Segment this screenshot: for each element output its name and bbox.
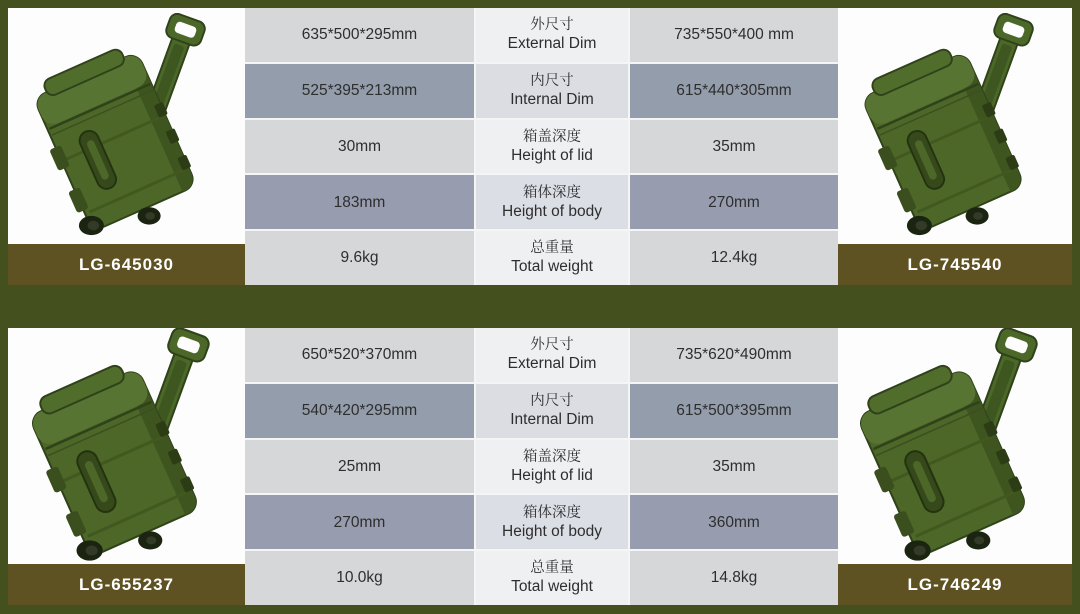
spec-label <box>476 175 628 229</box>
spec-value-right: 615*440*305mm <box>630 64 838 118</box>
product-card-lg-645030 <box>8 8 245 285</box>
spec-value-right: 735*620*490mm <box>630 328 838 382</box>
spec-label <box>476 551 628 605</box>
spec-value-left: 540*420*295mm <box>245 384 474 438</box>
spec-label <box>476 495 628 549</box>
model-number: LG-645030 <box>79 254 174 274</box>
model-number: LG-745540 <box>907 254 1003 274</box>
spec-label <box>476 384 628 438</box>
model-number: LG-655237 <box>79 574 174 594</box>
spec-label-zh: 外尺寸 <box>530 337 574 354</box>
spec-value-left: 9.6kg <box>245 231 474 285</box>
spec-value-right: 735*550*400 mm <box>630 8 838 62</box>
spec-label-en: External Dim <box>507 35 597 53</box>
product-panel-bottom <box>8 328 1072 605</box>
spec-label-en: Height of body <box>502 522 602 540</box>
spec-value-left: 30mm <box>245 120 474 174</box>
spec-value-left: 650*520*370mm <box>245 328 474 382</box>
spec-value-right: 615*500*395mm <box>630 384 838 438</box>
trolley-case-image <box>842 13 1068 239</box>
spec-value-right: 35mm <box>630 120 838 174</box>
product-photo-area <box>838 8 1072 244</box>
product-photo-area <box>8 8 245 244</box>
spec-label-zh: 总重量 <box>530 240 574 257</box>
spec-table <box>245 8 838 285</box>
spec-table <box>245 328 838 605</box>
trolley-case-image <box>838 328 1072 564</box>
model-label-band <box>838 564 1072 605</box>
product-photo-area <box>838 328 1072 564</box>
product-card-lg-746249 <box>838 328 1072 605</box>
spec-label-zh: 箱体深度 <box>523 184 581 201</box>
spec-value-left: 270mm <box>245 495 474 549</box>
spec-label-zh: 外尺寸 <box>530 17 574 34</box>
spec-value-left: 25mm <box>245 440 474 494</box>
spec-label-en: External Dim <box>507 355 597 373</box>
spec-label-en: Internal Dim <box>510 91 594 109</box>
spec-value-right: 14.8kg <box>630 551 838 605</box>
spec-label-zh: 内尺寸 <box>530 392 574 409</box>
spec-value-left: 183mm <box>245 175 474 229</box>
model-label-band <box>8 244 245 285</box>
spec-value-left: 525*395*213mm <box>245 64 474 118</box>
product-photo-area <box>8 328 245 564</box>
spec-value-right: 12.4kg <box>630 231 838 285</box>
spec-label <box>476 328 628 382</box>
spec-label <box>476 440 628 494</box>
spec-label-en: Total weight <box>511 578 593 596</box>
spec-label <box>476 120 628 174</box>
model-label-band <box>8 564 245 605</box>
spec-value-right: 270mm <box>630 175 838 229</box>
model-label-band <box>838 244 1072 285</box>
product-card-lg-655237 <box>8 328 245 605</box>
spec-value-right: 35mm <box>630 440 838 494</box>
spec-label-zh: 内尺寸 <box>530 72 574 89</box>
spec-label-en: Height of lid <box>511 146 593 164</box>
trolley-case-image <box>8 328 245 564</box>
product-card-lg-745540 <box>838 8 1072 285</box>
spec-label-en: Height of body <box>502 202 602 220</box>
spec-label <box>476 64 628 118</box>
spec-value-left: 635*500*295mm <box>245 8 474 62</box>
spec-label-zh: 箱体深度 <box>523 504 581 521</box>
spec-label <box>476 231 628 285</box>
spec-label-en: Height of lid <box>511 466 593 484</box>
trolley-case-image <box>14 13 240 239</box>
spec-label-zh: 箱盖深度 <box>523 128 581 145</box>
spec-value-right: 360mm <box>630 495 838 549</box>
spec-label <box>476 8 628 62</box>
spec-label-en: Total weight <box>511 258 593 276</box>
product-panel-top <box>8 8 1072 285</box>
spec-label-en: Internal Dim <box>510 411 594 429</box>
spec-label-zh: 箱盖深度 <box>523 448 581 465</box>
spec-label-zh: 总重量 <box>530 560 574 577</box>
spec-value-left: 10.0kg <box>245 551 474 605</box>
model-number: LG-746249 <box>907 574 1003 594</box>
